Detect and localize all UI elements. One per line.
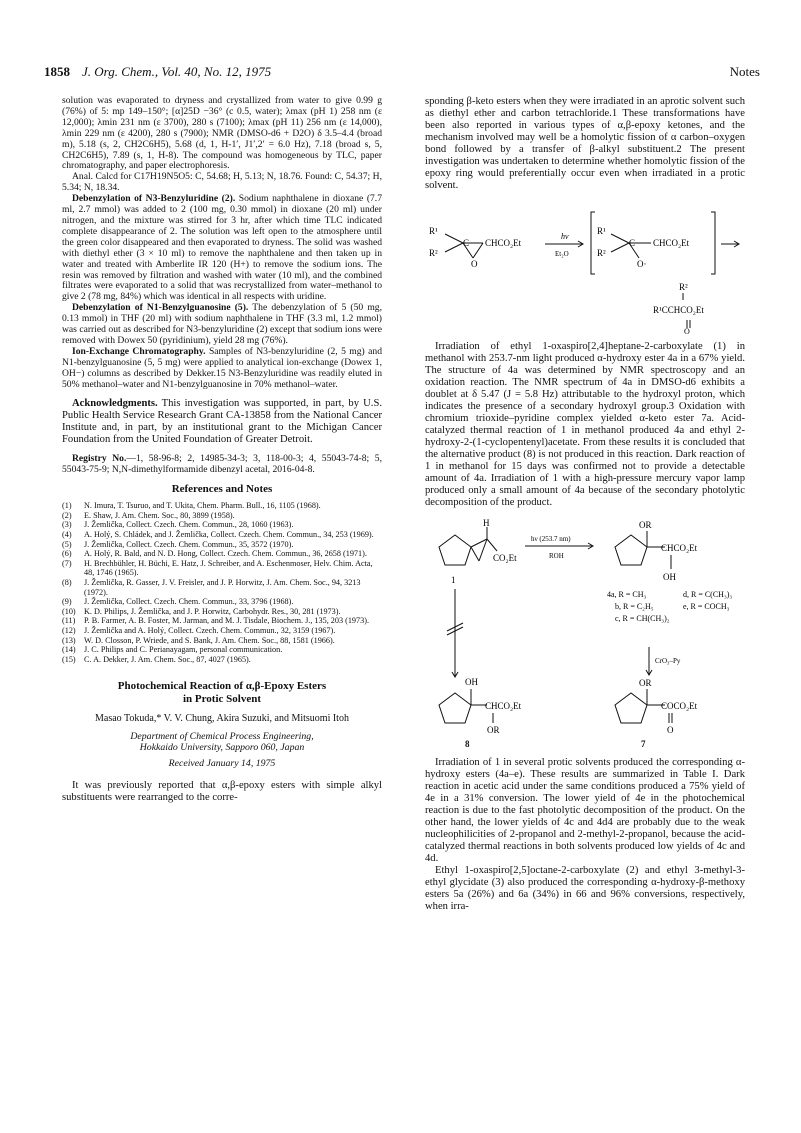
- reference-text: J. C. Philips and C. Perianayagam, personal communication.: [84, 645, 283, 655]
- group-label-2: CHCO₂Et: [653, 238, 690, 248]
- reference-item: [62, 549, 382, 559]
- o-label: O: [471, 259, 478, 269]
- chco2et-label: CHCO₂Et: [661, 543, 698, 553]
- condition-label: hν (253.7 nm): [531, 535, 571, 543]
- paragraph-text: The debenzylation of 5 (50 mg, 0.13 mmol) in THF (20 ml) with sodium naphthalene in THF (3.3 ml, 1.2 mmol) was carried out as described for N3-benzyluridine (2) except that sodium ions were removed with Dowex 50 (pyridinium), yield 28 mg (76%).: [62, 302, 382, 346]
- o-label-7: O: [667, 725, 674, 735]
- affiliation-line-2: Hokkaido University, Sapporo 060, Japan: [139, 742, 305, 754]
- hv-label: hν: [561, 232, 569, 241]
- run-in-heading: Ion-Exchange Chromatography.: [72, 345, 206, 357]
- reference-text: J. Žemlička, Collect. Czech. Chem. Commun., 28, 1060 (1963).: [84, 520, 294, 530]
- right-column: [425, 96, 745, 913]
- h-label: H: [483, 518, 490, 528]
- reference-text: A. Holý, R. Bald, and N. D. Hong, Collect. Czech. Chem. Commun., 36, 2658 (1971).: [84, 549, 367, 559]
- o-radical-label: O·: [637, 259, 647, 269]
- reference-item: [62, 597, 382, 607]
- reference-number: (5): [62, 539, 72, 549]
- received-date: Received January 14, 1975: [168, 758, 276, 770]
- product-label: R¹CCHCO₂Et: [653, 305, 704, 315]
- reference-number: (8): [62, 577, 72, 587]
- oh-label: OH: [663, 572, 676, 582]
- reference-number: (1): [62, 501, 72, 511]
- variant-4c: c, R = CH(CH₃)₂: [615, 614, 670, 623]
- variant-4a: 4a, R = CH₃: [607, 590, 647, 599]
- reference-text: K. D. Philips, J. Žemlička, and J. P. Horwitz, Carbohydr. Res., 30, 281 (1973).: [84, 606, 341, 616]
- reference-item: [62, 520, 382, 530]
- reference-text: J. Žemlička, Collect. Czech. Chem. Commun., 33, 3796 (1968).: [84, 597, 294, 607]
- scheme-1-diagram: [425, 200, 745, 335]
- reference-item: [62, 530, 382, 540]
- paragraph-intro-continued: sponding β-keto esters when they were irradiated in an aprotic solvent such as diethyl ether and carbon tetrachloride.1 These transformations have been also reported in various types of α,β-epoxy ketones, and the mechanism involved may well be a homolytic fission of α carbon–oxygen bond followed by a transfer of β-alkyl substituent.2 The present investigation was undertaken to determine whether homolytic fission of the epoxy ring would preferentially occur even when irradiated in a protic solvent.: [425, 96, 745, 191]
- reference-text: J. Žemlička, R. Gasser, J. V. Freisler, and J. P. Horwitz, J. Am. Chem. Soc., 94, 3213 (1972).: [84, 577, 361, 597]
- run-in-heading: Debenzylation of N1-Benzylguanosine (5).: [72, 302, 249, 314]
- paragraph-other-esters: Ethyl 1-oxaspiro[2,5]octane-2-carboxylate (2) and ethyl 3-methyl-3-ethyl glycidate (3) also produced the corresponding α-hydroxy-β-methoxy esters 5a (26%) and 6a (34%) in 66 and 96% conversions, respectively, when irra-: [425, 865, 745, 912]
- reference-number: (12): [62, 625, 76, 635]
- running-header: [44, 64, 760, 84]
- paragraph-debenzylation-uridine: [62, 194, 382, 303]
- run-in-heading: Debenzylation of N3-Benzyluridine (2).: [72, 193, 236, 205]
- reference-item: [62, 645, 382, 655]
- reference-item: [62, 636, 382, 646]
- variant-4e: e, R = COCH₃: [683, 602, 730, 611]
- paragraph-text: —1, 58-96-8; 2, 14985-34-3; 3, 118-00-3; 4, 55043-74-8; 5, 55043-75-9; N,N-dimethylformamide dibenzyl acetal, 2016-04-8.: [62, 453, 382, 476]
- authors: Masao Tokuda,* V. V. Chung, Akira Suzuki, and Mitsuomi Itoh: [95, 713, 349, 725]
- reference-text: C. A. Dekker, J. Am. Chem. Soc., 87, 4027 (1965).: [84, 654, 251, 664]
- paragraph-text: Sodium naphthalene in dioxane (7.7 ml, 2.7 mmol) was added to 2 (100 mg, 0.30 mmol) in dioxane (20 ml) under nitrogen, and the mixture was stirred for 3 hr, after which time TLC indicated complete disappearance of 2. The solution was left open to the atmosphere until the green color disappeared and then evaporated to dryness. The solid was washed with diethyl ether (3 × 10 ml) to remove the naphthalene and then taken up in water and treated with Amberlite IR 120 (H+) to remove the sodium ions. The resin was removed by filtration and washed with water (10 ml), and the combined filtrates were evaporated to a solid that was recrystallized from water–methanol to give 2 (78 mg, 84%) which was identical in all respects with uridine.: [62, 193, 383, 303]
- reference-number: (7): [62, 558, 72, 568]
- affiliation-line-1: Department of Chemical Process Engineering,: [130, 731, 314, 743]
- roh-label: ROH: [549, 552, 564, 560]
- registry-numbers: [62, 454, 382, 476]
- variant-4d: d, R = C(CH₃)₃: [683, 590, 733, 599]
- reference-item: [62, 540, 382, 550]
- compound-7-label: 7: [641, 739, 646, 749]
- reference-item: [62, 559, 382, 578]
- paragraph-irradiation: Irradiation of ethyl 1-oxaspiro[2,4]heptane-2-carboxylate (1) in methanol with 253.7-nm light produced α-hydroxy ester 4a in a 67% yield. The structure of 4a was determined by NMR spectroscopy and an oxidation reaction. The NMR spectrum of 4a in DMSO-d6 exhibits a doublet at δ 5.47 (J = 5.8 Hz) attributable to the hydroxyl proton, which indicates the presence of a secondary hydroxyl group.3 Oxidation with chromium trioxide–pyridine complex yielded α-keto ester 7a. Acid-catalyzed thermal reaction of 1 in methanol produced 4a and ethyl 2-hydroxy-2-(1-cyclopentenyl)acetate. From these results it is concluded that the alternative product (8) is not produced in this reaction. Dark reaction of 1 in methanol for 15 days was confirmed not to provide a detectable amount of 4a. Irradiation of 1 with a high-pressure mercury vapor lamp produced only a small amount of 4a because of the secondary photolytic decomposition of the product.: [425, 341, 745, 508]
- article-title-line-2: in Protic Solvent: [182, 693, 261, 706]
- reference-text: A. Holý, S. Chládek, and J. Žemlička, Collect. Czech. Chem. Commun., 34, 253 (1969).: [84, 529, 374, 539]
- reference-text: N. Imura, T. Tsuruo, and T. Ukita, Chem. Pharm. Bull., 16, 1105 (1968).: [84, 501, 321, 511]
- reference-text: H. Brechbühler, H. Büchi, E. Hatz, J. Schreiber, and A. Eschenmoser, Helv. Chim. Acta, 48, 1746 (1965).: [84, 558, 373, 578]
- reference-item: [62, 626, 382, 636]
- reference-item: [62, 616, 382, 626]
- group-label: CHCO₂Et: [485, 238, 522, 248]
- reference-number: (15): [62, 654, 76, 664]
- c-label-2: C: [629, 238, 636, 248]
- or-label: OR: [639, 520, 652, 530]
- reference-text: P. B. Farmer, A. B. Foster, M. Jarman, and M. J. Tisdale, Biochem. J., 135, 203 (1973).: [84, 616, 369, 626]
- prod-r2-label: R²: [679, 282, 688, 292]
- paragraph-characterization: solution was evaporated to dryness and crystallized from water to give 0.99 g (76%) of 5: mp 149–150°; [α]25D −36° (c 0.5, water); λmax (pH 1) 258 nm (ε 12,000); λmin 231 nm (ε 3700), 280 s (7100); λmax (pH 11) 256 nm (ε 14,000), λmin 229 nm (ε 4200), 280 s (7900); NMR (DMSO-d6 + D2O) δ 3.5–4.4 (broad m), 5.18 (s, 2, CH2C6H5), 5.68 (d, 1, H-1′, J1′,2′ = 6.0 Hz), 7.18 (broad s, 5, CH2C6H5), 7.89 (s, 1, H-8). The compound was homogeneous by TLC, paper chromatography, and paper electrophoresis.: [62, 95, 382, 172]
- compound-1-label: 1: [451, 575, 456, 585]
- reference-number: (2): [62, 510, 72, 520]
- oh-label-8: OH: [465, 677, 478, 687]
- scheme-2-diagram: [425, 517, 745, 735]
- paragraph-ion-exchange: [62, 347, 382, 391]
- reference-item: [62, 655, 382, 665]
- variant-4b: b, R = C₂H₅: [615, 602, 654, 611]
- paragraph-analysis: Anal. Calcd for C17H19N5O5: C, 54.68; H, 5.13; N, 18.76. Found: C, 54.37; H, 5.34; N, 18.34.: [62, 171, 382, 194]
- compound-8-label: 8: [465, 739, 470, 749]
- page-number: 1858: [44, 64, 70, 79]
- oxidant-label: CrO₃–Py: [655, 657, 681, 665]
- c-label: C: [463, 238, 470, 248]
- prod-o-label: O: [684, 327, 690, 335]
- reference-number: (9): [62, 597, 72, 607]
- reference-item: [62, 578, 382, 597]
- reference-item: [62, 501, 382, 511]
- solvent-label: Et₂O: [555, 250, 569, 258]
- r2-label-2: R²: [597, 248, 606, 258]
- or-label-7: OR: [639, 678, 652, 688]
- reference-item: [62, 511, 382, 521]
- or-label-8: OR: [487, 725, 500, 735]
- reference-number: (4): [62, 529, 72, 539]
- reference-number: (3): [62, 520, 72, 530]
- chco2et-label-8: CHCO₂Et: [485, 701, 522, 711]
- reference-item: [62, 607, 382, 617]
- r1-label: R¹: [429, 226, 438, 236]
- compound-number-row: [425, 739, 745, 751]
- article-header: [62, 680, 382, 770]
- coco2et-label: COCO₂Et: [661, 701, 698, 711]
- reference-number: (11): [62, 616, 76, 626]
- reference-text: W. D. Closson, P. Wriede, and S. Bank, J. Am. Chem. Soc., 88, 1581 (1966).: [84, 635, 335, 645]
- co2et-label: CO₂Et: [493, 553, 517, 563]
- reference-text: E. Shaw, J. Am. Chem. Soc., 80, 3899 (1958).: [84, 510, 235, 520]
- intro-paragraph: It was previously reported that α,β-epoxy esters with simple alkyl substituents were rearranged to the corre-: [62, 780, 382, 804]
- paragraph-debenzylation-guanosine: [62, 303, 382, 347]
- section-label: Notes: [729, 64, 760, 79]
- acknowledgments: [62, 398, 382, 446]
- reference-number: (13): [62, 635, 76, 645]
- reference-text: J. Žemlička and A. Holý, Collect. Czech. Chem. Commun., 32, 3159 (1967).: [84, 625, 336, 635]
- reference-number: (14): [62, 645, 76, 655]
- paragraph-text: This investigation was supported, in part, by U.S. Public Health Service Research Grant CA-13858 from the National Cancer Institute and, in part, by an institutional grant to the Michigan Cancer Foundation from the United Foundation of Greater Detroit.: [62, 398, 382, 446]
- r2-label: R²: [429, 248, 438, 258]
- reference-number: (6): [62, 549, 72, 559]
- references-heading: References and Notes: [171, 483, 273, 496]
- reference-text: J. Žemlička, Collect. Czech. Chem. Commun., 35, 3572 (1970).: [84, 539, 294, 549]
- run-in-heading: Acknowledgments.: [72, 398, 158, 410]
- reference-number: (10): [62, 606, 76, 616]
- r1-label-2: R¹: [597, 226, 606, 236]
- left-column: [62, 96, 382, 804]
- journal-citation: J. Org. Chem., Vol. 40, No. 12, 1975: [82, 64, 272, 79]
- references-list: [62, 501, 382, 664]
- run-in-heading: Registry No.: [72, 453, 127, 465]
- paragraph-text: Samples of N3-benzyluridine (2, 5 mg) and N1-benzylguanosine (5, 5 mg) were applied to analytical ion-exchange (Dowex 1, OH−) columns as described by Dekker.15 N3-Benzyluridine was readily eluted in 50% methanol–water and N1-benzylguanosine in 70% methanol–water.: [62, 345, 382, 390]
- article-title-line-1: Photochemical Reaction of α,β-Epoxy Esters: [117, 680, 327, 693]
- paragraph-protic-solvents: Irradiation of 1 in several protic solvents produced the corresponding α-hydroxy esters (4a–e). These results are summarized in Table I. Dark reaction in acetic acid under the same conditions produced a 75% yield of 4e in a 31% conversion. The lower yield of 4e in the photochemical reaction is due to the fast photolytic decomposition of the product. On the other hand, the lower yields of 4c and 4d4 are probably due to the weak nucleophilicities of 2-propanol and 2-methyl-2-propanol, because the acid-catalyzed thermal reactions in both solvents produced low yields of 4c and 4d.: [425, 757, 745, 864]
